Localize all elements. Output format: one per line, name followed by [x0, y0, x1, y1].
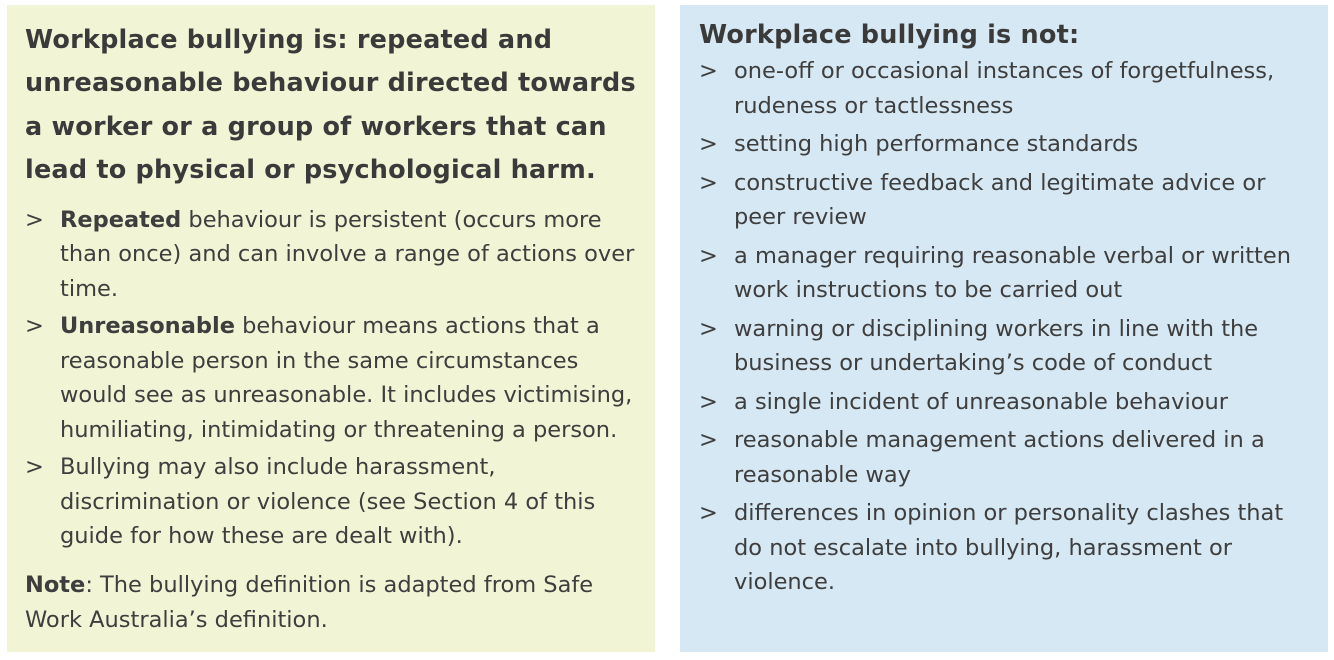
item-emphasis: Unreasonable — [60, 313, 235, 340]
item-text: behaviour means actions that a reasonable person in the same circumstances would see as unreasonable. It includes victimising, humiliating, intimidating or threatening a person. — [60, 313, 633, 443]
item-emphasis: Repeated — [60, 206, 182, 233]
not-bullying-item — [699, 54, 1316, 123]
bullet-marker: > — [699, 315, 718, 342]
item-text: behaviour is persistent (occurs more than once) and can involve a range of actions over time. — [60, 206, 635, 302]
note-label: Note — [25, 571, 86, 598]
not-bullying-item — [699, 385, 1316, 420]
definition-heading: Workplace bullying is: repeated and unreasonable behaviour directed towards a worker or a group of workers that can lead to physical or psychological harm. — [25, 25, 636, 186]
bullet-marker: > — [699, 131, 718, 157]
item-text: warning or disciplining workers in line with the business or undertaking’s code of conduct — [734, 315, 1259, 376]
not-bullying-heading: Workplace bullying is not: — [699, 20, 1080, 50]
not-bullying-item — [699, 312, 1316, 381]
bullet-marker: > — [25, 454, 44, 481]
bullet-marker: > — [699, 427, 718, 453]
not-bullying-panel — [680, 5, 1328, 652]
item-text: one-off or occasional instances of forgetfulness, rudeness or tactlessness — [734, 58, 1275, 119]
item-text: constructive feedback and legitimate advice or peer review — [734, 169, 1266, 230]
definition-item — [25, 450, 639, 554]
not-bullying-list — [699, 54, 1316, 600]
note — [25, 568, 639, 638]
item-text: reasonable management actions delivered in a reasonable way — [734, 427, 1265, 488]
bullet-marker: > — [25, 313, 44, 340]
bullet-marker: > — [699, 500, 718, 526]
not-bullying-item — [699, 127, 1316, 162]
definition-list — [25, 203, 639, 554]
note-text: : The bullying definition is adapted from Safe Work Australia’s definition. — [25, 571, 594, 633]
not-bullying-item — [699, 239, 1316, 308]
definition-item — [25, 309, 639, 447]
item-text: differences in opinion or personality clashes that do not escalate into bullying, harassment or violence. — [734, 500, 1284, 595]
not-bullying-item — [699, 423, 1316, 492]
item-text: setting high performance standards — [734, 131, 1139, 157]
bullet-marker: > — [699, 388, 718, 415]
not-bullying-item — [699, 496, 1316, 600]
item-text: a single incident of unreasonable behaviour — [734, 388, 1229, 415]
bullet-marker: > — [699, 169, 718, 196]
item-text: a manager requiring reasonable verbal or written work instructions to be carried out — [734, 242, 1291, 303]
definition-item — [25, 203, 639, 307]
bullet-marker: > — [25, 206, 44, 233]
not-bullying-item — [699, 166, 1316, 235]
bullet-marker: > — [699, 242, 718, 269]
definition-panel — [7, 5, 655, 652]
item-text: Bullying may also include harassment, discrimination or violence (see Section 4 of this guide for how these are dealt with). — [60, 454, 596, 550]
bullet-marker: > — [699, 58, 718, 84]
